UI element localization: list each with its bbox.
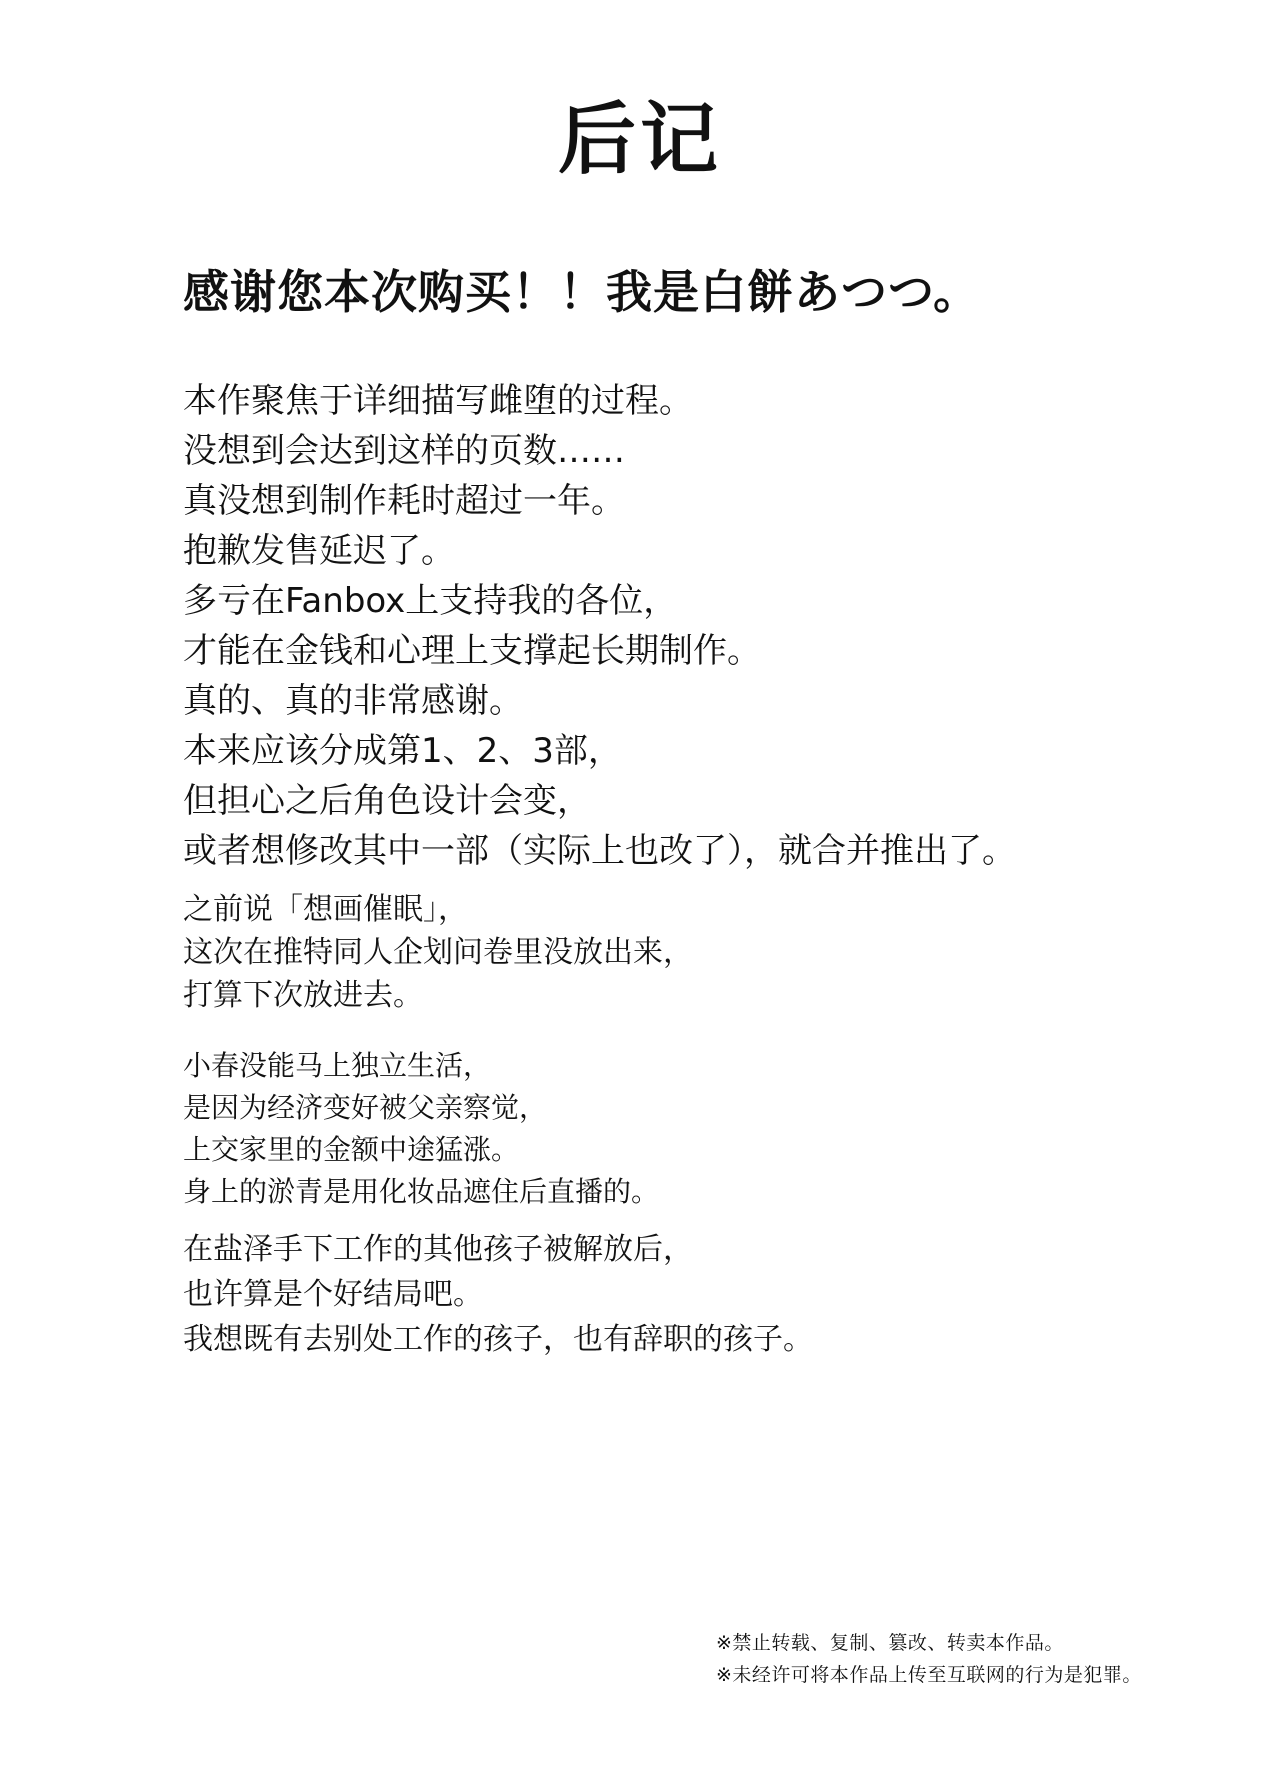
text-line: 这次在推特同人企划问卷里没放出来， [183,935,693,970]
page-title: 后记 [557,95,722,185]
text-line: 才能在金钱和心理上支撑起长期制作。 [183,631,761,671]
text-line: 本来应该分成第1、2、3部， [183,731,622,771]
text-line: 小春没能马上独立生活， [183,1049,492,1082]
notice-line: ※禁止转载、复制、篡改、转卖本作品。 [716,1632,1064,1654]
text-line: 抱歉发售延迟了。 [183,531,455,571]
text-line: 多亏在Fanbox上支持我的各位， [183,581,678,621]
text-line: 也许算是个好结局吧。 [183,1277,483,1312]
notice-line: ※未经许可将本作品上传至互联网的行为是犯罪。 [716,1664,1142,1686]
text-line: 身上的淤青是用化妆品遮住后直播的。 [183,1175,660,1208]
paragraph-hypnosis-note [183,888,693,1017]
greeting-heading: 感谢您本次购买！！我是白餅あつつ。 [183,265,981,319]
text-line: 真没想到制作耗时超过一年。 [183,481,625,521]
text-line: 本作聚焦于详细描写雌堕的过程。 [183,381,693,421]
text-line: 在盐泽手下工作的其他孩子被解放后， [183,1232,693,1267]
text-line: 但担心之后角色设计会变， [183,781,591,821]
text-line: 我想既有去别处工作的孩子，也有辞职的孩子。 [183,1322,813,1357]
text-line: 是因为经济变好被父亲察觉， [183,1091,548,1124]
paragraph-ending-note [183,1227,813,1362]
paragraph-character-note [183,1045,659,1213]
text-line: 之前说「想画催眠」， [183,892,468,927]
text-line: 打算下次放进去。 [183,978,423,1013]
paragraph-production-notes [183,376,1016,876]
text-line: 上交家里的金额中途猛涨。 [183,1133,520,1166]
text-line: 真的、真的非常感谢。 [183,681,523,721]
text-line: 或者想修改其中一部（实际上也改了），就合并推出了。 [183,831,1016,871]
text-line: 没想到会达到这样的页数…… [183,431,625,471]
copyright-notice [716,1627,1142,1691]
